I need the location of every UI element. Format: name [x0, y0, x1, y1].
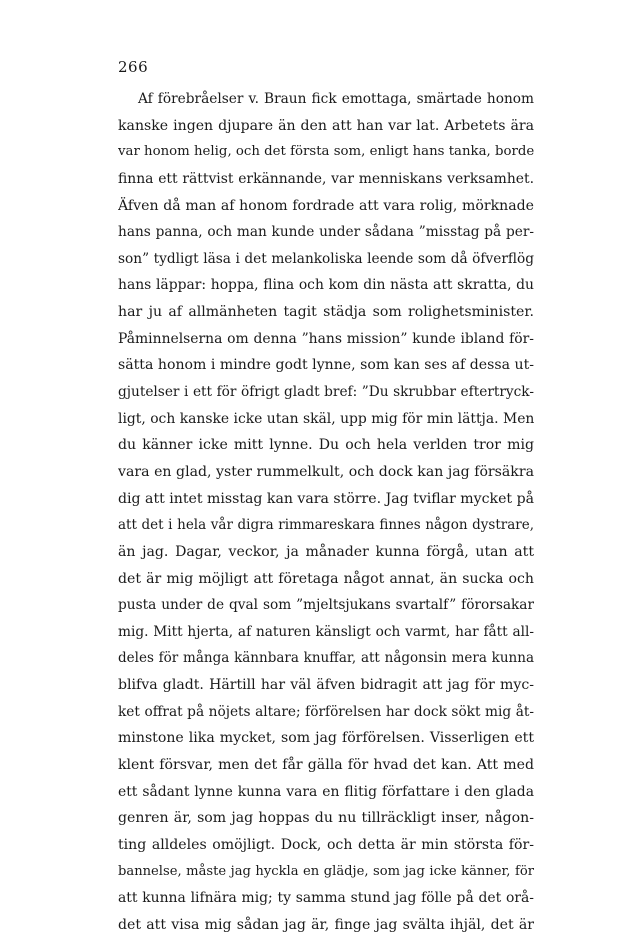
text-line: hans läppar: hoppa, flina och kom din nästa att skratta, du	[118, 277, 534, 294]
text-line: kanske ingen djupare än den att han var lat. Arbetets ära	[118, 117, 534, 134]
text-line: du känner icke mitt lynne. Du och hela verlden tror mig	[118, 437, 534, 454]
text-line: pusta under de qval som ”mjeltsjukans svartalf” förorsakar	[118, 597, 534, 614]
text-line: blifva gladt. Härtill har väl äfven bidragit att jag för myc-	[118, 677, 534, 694]
text-line: dig att intet misstag kan vara större. Jag tviflar mycket på	[118, 490, 534, 507]
text-line: att kunna lifnära mig; ty samma stund jag fölle på det orå-	[118, 890, 534, 907]
text-line: ett sådant lynne kunna vara en flitig författare i den glada	[118, 783, 534, 800]
text-line: deles för många kännbara knuffar, att någonsin mera kunna	[118, 650, 534, 667]
body-text	[118, 86, 534, 939]
text-line: bannelse, måste jag hyckla en glädje, som jag icke känner, för	[118, 863, 534, 879]
text-line: klent försvar, men det får gälla för hvad det kan. Att med	[118, 757, 534, 774]
text-line: son” tydligt läsa i det melankoliska leende som då öfverflög	[118, 250, 534, 267]
text-line: ket offrat på nöjets altare; förförelsen har dock sökt mig åt-	[118, 703, 534, 720]
text-line: gjutelser i ett för öfrigt gladt bref: ”Du skrubbar eftertryck-	[118, 384, 534, 401]
text-line: genren är, som jag hoppas du nu tillräckligt inser, någon-	[118, 810, 534, 827]
text-line: sätta honom i mindre godt lynne, som kan ses af dessa ut-	[118, 357, 534, 374]
text-line: Äfven då man af honom fordrade att vara rolig, mörknade	[118, 197, 534, 214]
text-line: hans panna, och man kunde under sådana ”misstag på per-	[118, 224, 534, 241]
text-line: ligt, och kanske icke utan skäl, upp mig för min lättja. Men	[118, 410, 534, 427]
text-line: minstone lika mycket, som jag förförelsen. Visserligen ett	[118, 730, 534, 747]
text-line: har ju af allmänheten tagit städja som rolighetsminister.	[118, 304, 534, 321]
text-line: finna ett rättvist erkännande, var menniskans verksamhet.	[118, 170, 534, 187]
text-line: mig. Mitt hjerta, af naturen känsligt och varmt, har fått all-	[118, 623, 534, 640]
text-line: det att visa mig sådan jag är, finge jag svälta ihjäl, det är	[118, 916, 534, 933]
text-line: vara en glad, yster rummelkult, och dock kan jag försäkra	[118, 463, 534, 480]
text-line: Påminnelserna om denna ”hans mission” kunde ibland för-	[118, 330, 534, 347]
text-line: var honom helig, och det första som, enligt hans tanka, borde	[118, 144, 534, 160]
text-line: ting alldeles omöjligt. Dock, och detta är min största för-	[118, 836, 534, 853]
text-line: än jag. Dagar, veckor, ja månader kunna förgå, utan att	[118, 543, 534, 560]
text-line: Af förebråelser v. Braun fick emottaga, smärtade honom	[138, 91, 534, 107]
text-line: det är mig möjligt att företaga något annat, än sucka och	[118, 570, 534, 587]
text-line: att det i hela vår digra rimmareskara finnes någon dystrare,	[118, 517, 534, 534]
page-number: 266	[118, 58, 149, 76]
